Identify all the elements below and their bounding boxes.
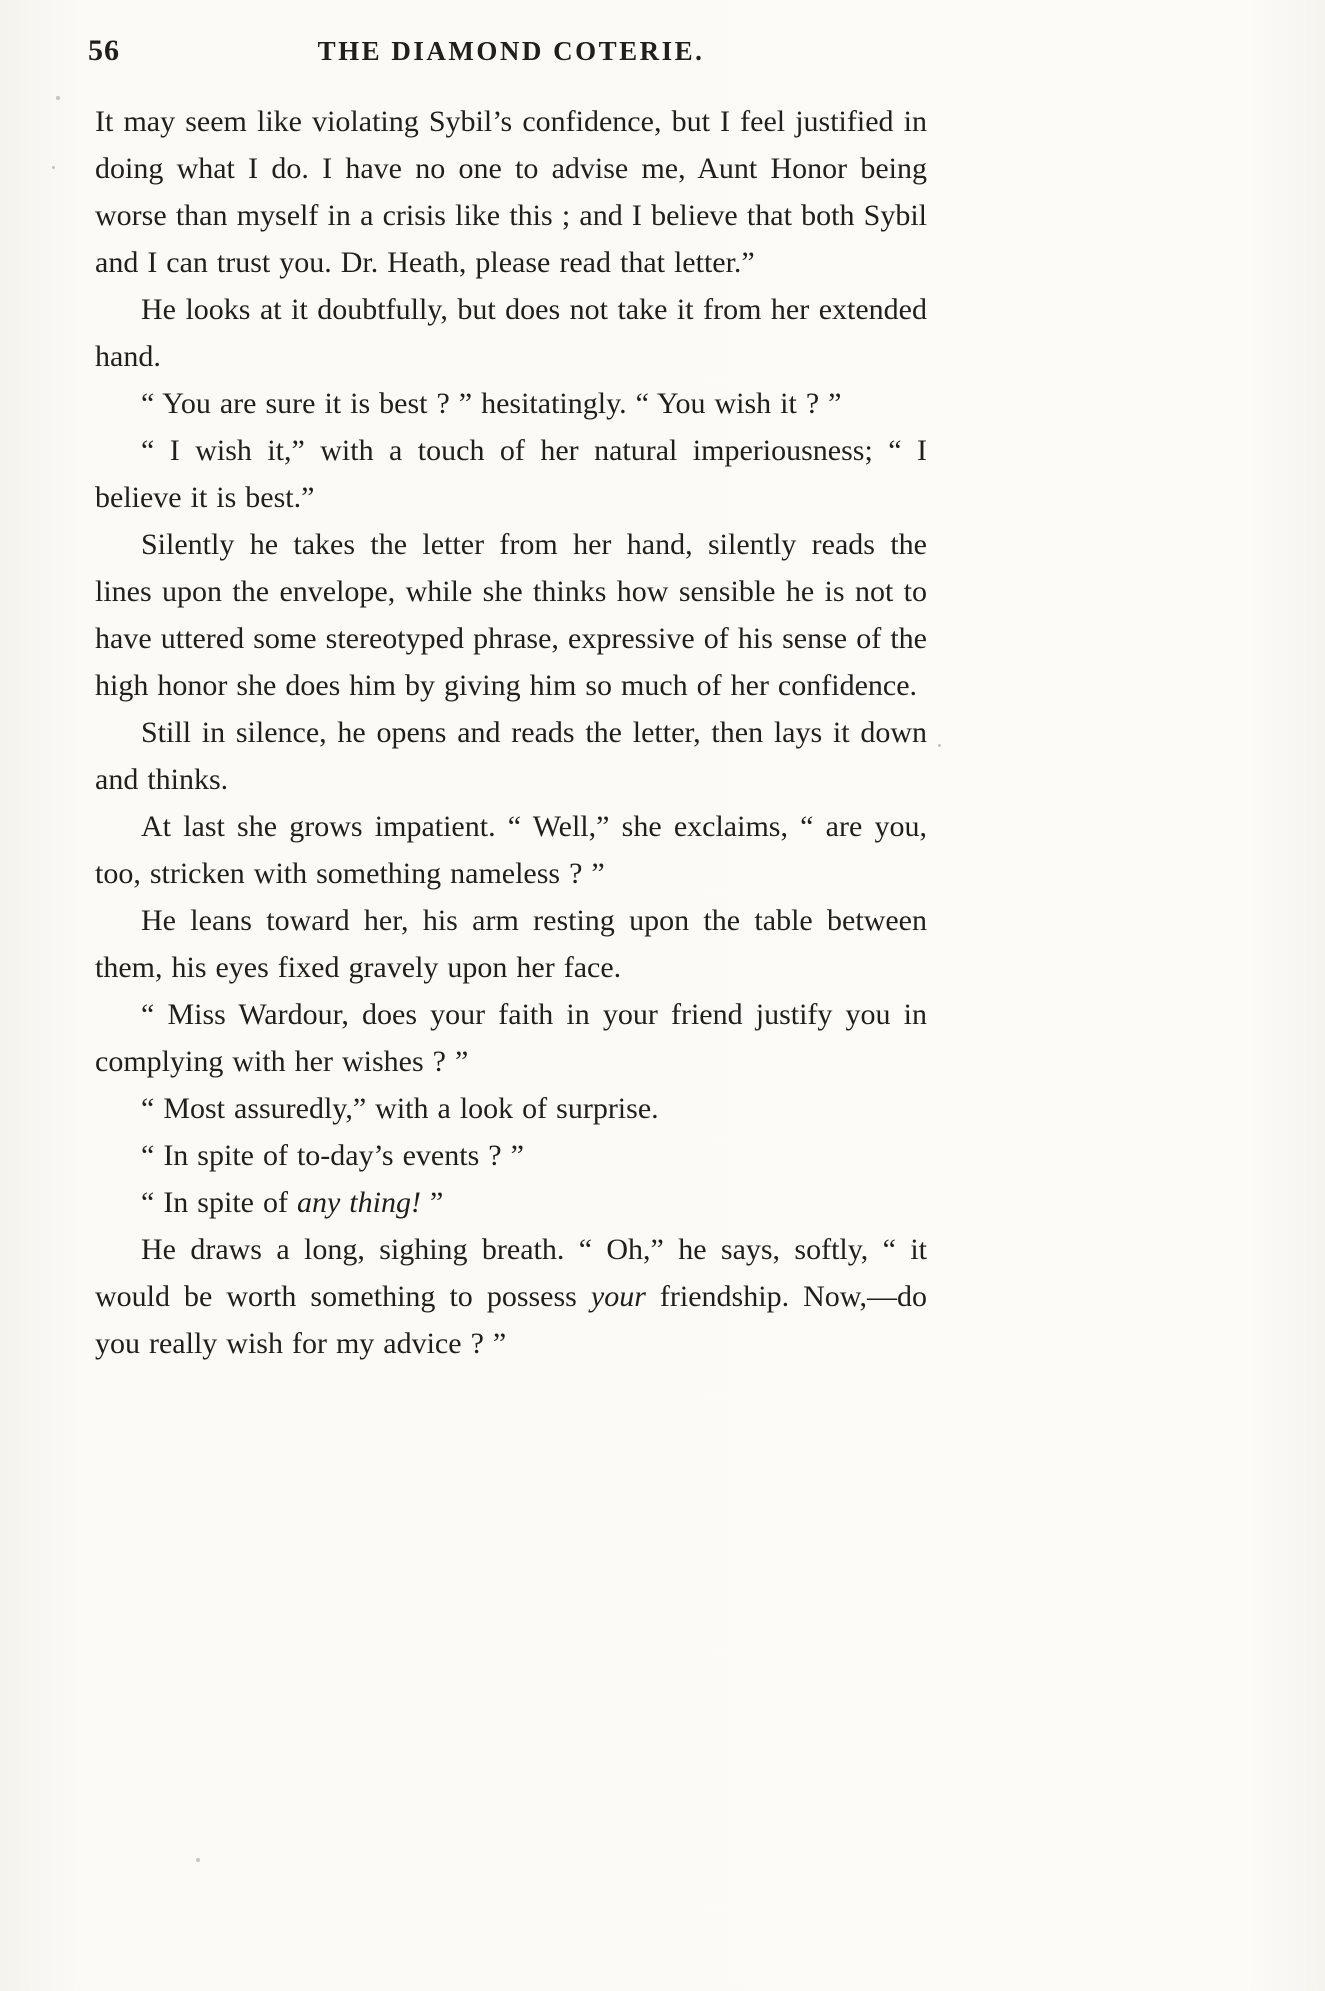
- paragraph-text-italic: your: [590, 1280, 646, 1313]
- paragraph: [95, 1132, 927, 1179]
- paragraph-text: ”: [420, 1186, 444, 1219]
- paragraph-text: At last she grows impatient. “ Well,” she exclaims, “ are you, too, stricken with something nameless ? ”: [95, 810, 927, 890]
- paragraph-text: “ I wish it,” with a touch of her natural imperiousness; “ I believe it is best.”: [95, 434, 927, 514]
- page-number: 56: [88, 34, 120, 67]
- paragraph-text: “ In spite of to-day’s events ? ”: [141, 1139, 524, 1172]
- paragraph-text: “ Miss Wardour, does your faith in your friend justify you in complying with her wishes ? ”: [95, 998, 927, 1078]
- paragraph-text: friendship. Now,—do you really wish for my advice ? ”: [95, 1280, 927, 1360]
- paragraph-text: “ Most assuredly,” with a look of surprise.: [141, 1092, 659, 1125]
- paragraph-text: He looks at it doubtfully, but does not take it from her extended hand.: [95, 293, 927, 373]
- paragraph-text: Silently he takes the letter from her hand, silently reads the lines upon the envelope, while she thinks how sensible he is not to have uttered some stereotyped phrase, expressive of his sense of the high honor she does him by giving him so much of her confidence.: [95, 528, 927, 702]
- paragraph: [95, 98, 927, 286]
- paragraph: [95, 991, 927, 1085]
- paragraph: [95, 897, 927, 991]
- scan-speckle: [52, 166, 55, 169]
- paragraph-text-italic: any thing!: [296, 1186, 421, 1219]
- paragraph-text: “ You are sure it is best ? ” hesitatingly. “ You wish it ? ”: [141, 387, 842, 420]
- paragraph: [95, 427, 927, 521]
- text-block: [95, 98, 927, 1367]
- paragraph-text: “ In spite of: [141, 1186, 297, 1219]
- paragraph: [95, 286, 927, 380]
- paragraph-text: He draws a long, sighing breath. “ Oh,” he says, softly, “ it would be worth something to possess: [95, 1233, 927, 1313]
- paragraph-text: It may seem like violating Sybil’s confidence, but I feel justified in doing what I do. I have no one to advise me, Aunt Honor being worse than myself in a crisis like this ; and I believe that both Sybil and I can trust you. Dr. Heath, please read that letter.”: [95, 105, 927, 279]
- paragraph: [95, 1085, 927, 1132]
- paragraph-text: Still in silence, he opens and reads the letter, then lays it down and thinks.: [95, 716, 927, 796]
- paragraph: [95, 521, 927, 709]
- paragraph: [95, 803, 927, 897]
- scan-speckle: [938, 744, 941, 747]
- scan-speckle: [56, 96, 60, 100]
- running-header: THE DIAMOND COTERIE.: [317, 36, 705, 66]
- paragraph: [95, 380, 927, 427]
- paragraph: [95, 1179, 927, 1226]
- scan-speckle: [196, 1858, 200, 1862]
- paragraph-text: He leans toward her, his arm resting upon the table between them, his eyes fixed gravely upon her face.: [95, 904, 927, 984]
- paragraph: [95, 1226, 927, 1367]
- paragraph: [95, 709, 927, 803]
